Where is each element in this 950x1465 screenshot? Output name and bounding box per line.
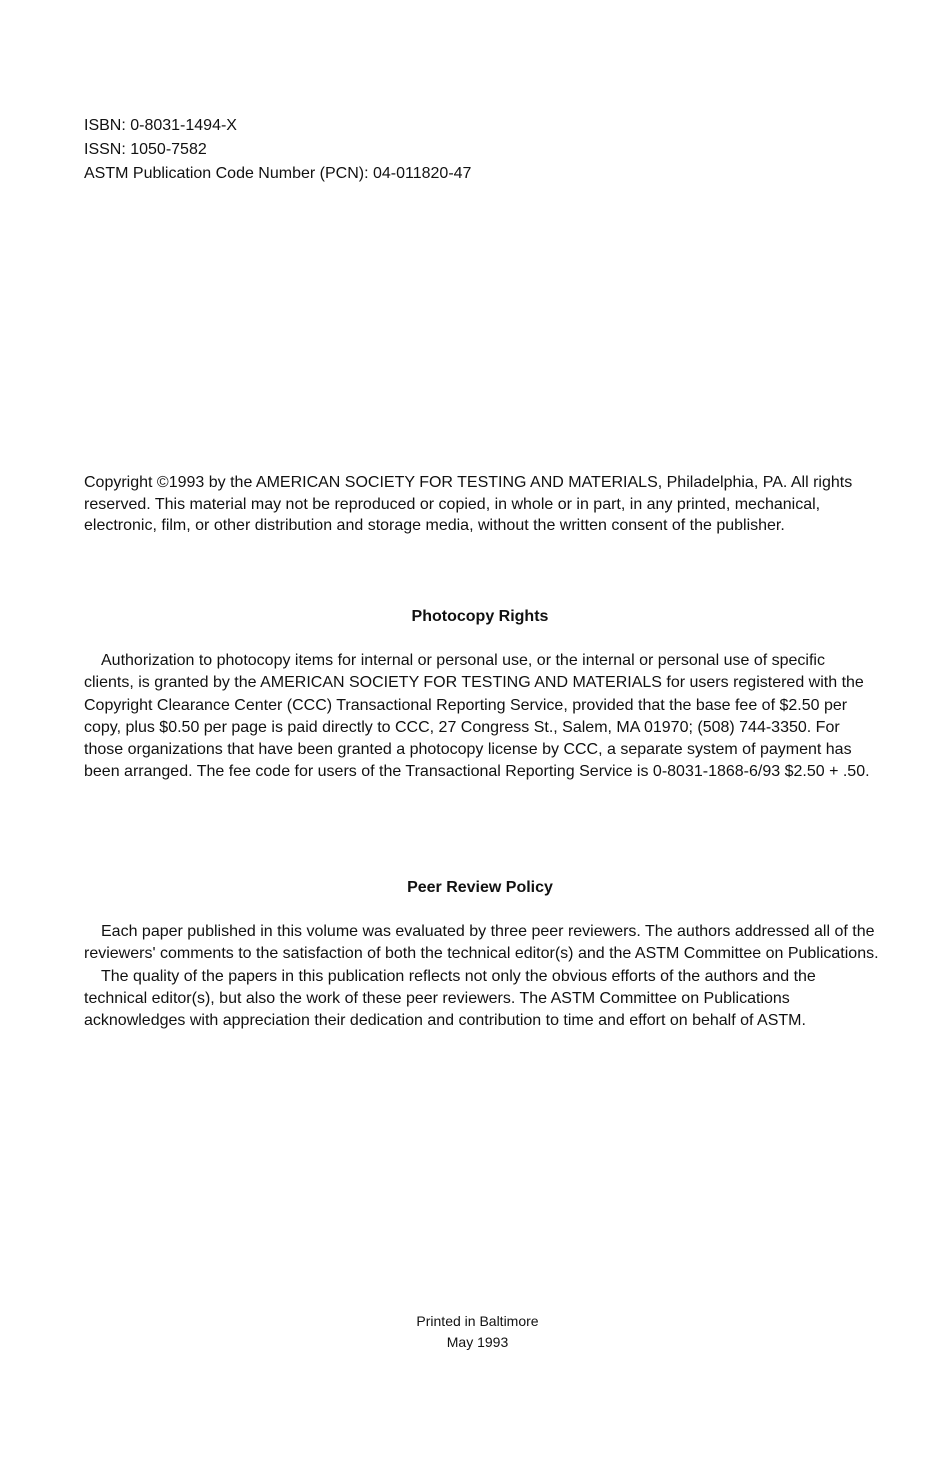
identifiers-block bbox=[84, 114, 884, 186]
peer-review-policy-section bbox=[84, 921, 880, 1032]
printed-in-line: Printed in Baltimore bbox=[416, 1313, 539, 1329]
peer-review-paragraph-1: Each paper published in this volume was evaluated by three peer reviewers. The authors addressed all of the reviewers' comments to the satisfaction of both the technical editor(s) and the ASTM Committee on Publications. bbox=[84, 923, 879, 963]
pcn-line: ASTM Publication Code Number (PCN): 04-011820-47 bbox=[84, 165, 472, 182]
print-date-line: May 1993 bbox=[446, 1334, 509, 1350]
photocopy-rights-title: Photocopy Rights bbox=[411, 608, 549, 625]
peer-review-paragraph-2: The quality of the papers in this publication reflects not only the obvious efforts of the authors and the technical editor(s), but also the work of these peer reviewers. The ASTM Committee on Publications acknowledges with appreciation their dedication and contribution to time and effort on behalf of ASTM. bbox=[84, 967, 816, 1030]
copyright-notice: Copyright ©1993 by the AMERICAN SOCIETY FOR TESTING AND MATERIALS, Philadelphia, PA. All rights reserved. This material may not be reproduced or copied, in whole or in part, in any printed, mechanical, electronic, film, or other distribution and storage media, without the written consent of the publisher. bbox=[84, 474, 853, 534]
photocopy-rights-section bbox=[84, 650, 876, 784]
peer-review-policy-title: Peer Review Policy bbox=[407, 879, 553, 896]
photocopy-rights-body: Authorization to photocopy items for internal or personal use, or the internal or personal use of specific clients, is granted by the AMERICAN SOCIETY FOR TESTING AND MATERIALS for users registered with the Copyright Clearance Center (CCC) Transactional Reporting Service, provided that the base fee of $2.50 per copy, plus $0.50 per page is paid directly to CCC, 27 Congress St., Salem, MA 01970; (508) 744-3350. For those organizations that have been granted a photocopy license by CCC, a separate system of payment has been arranged. The fee code for users of the Transactional Reporting Service is 0-8031-1868-6/93 $2.50 + .50. bbox=[84, 652, 870, 781]
printing-footer bbox=[0, 1311, 950, 1353]
isbn-line: ISBN: 0-8031-1494-X bbox=[84, 117, 237, 134]
issn-line: ISSN: 1050-7582 bbox=[84, 141, 207, 158]
